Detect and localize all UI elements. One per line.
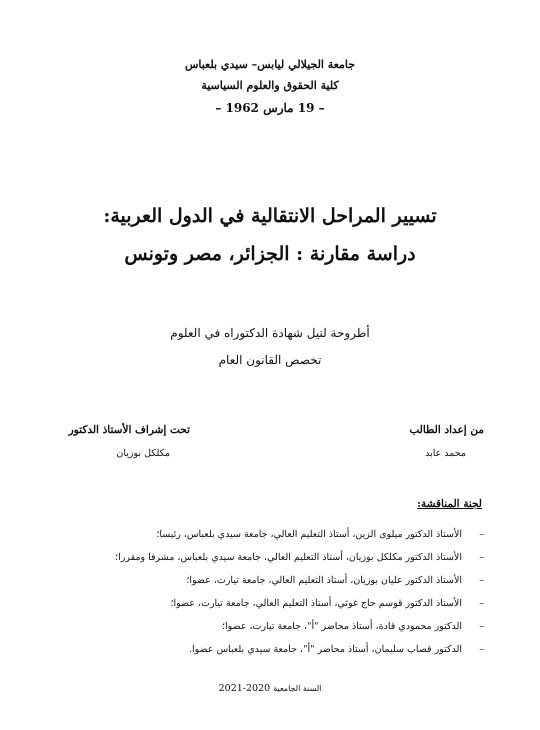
committee-member (64, 546, 484, 569)
committee-member (64, 638, 484, 661)
committee-title: لجنة المناقشة: (417, 498, 482, 510)
academic-year-value: 2020-2021 (218, 683, 271, 694)
member-text: الأستاذ الدكتور قوسم حاج غوثي، أستاذ التعليم العالي، جامعة تيارت، عضوا؛ (170, 598, 462, 609)
thesis-title-line-2: دراسة مقارنة : الجزائر، مصر وتونس (124, 243, 416, 265)
committee-member (64, 523, 484, 546)
member-text: الأستاذ الدكتور مكلكل بوزيان، أستاذ التعليم العالي، جامعة سيدي بلعباس، مشرفا ومقررا؛ (115, 552, 462, 563)
list-dash: – (479, 529, 484, 540)
thesis-title-line-1: تسيير المراحل الانتقالية في الدول العربية: (103, 205, 437, 227)
faculty-name: كلية الحقوق والعلوم السياسية (201, 79, 339, 92)
member-text: الدكتور قصاب سليمان، أستاذ محاضر "أ"، جامعة سيدي بلعباس عضوا. (188, 644, 462, 655)
list-dash: – (479, 621, 484, 632)
list-dash: – (479, 644, 484, 655)
member-text: الدكتور محمودي قادة، أستاذ محاضر "أ"، جامعة تيارت، عضوا؛ (221, 621, 462, 632)
list-dash: – (479, 575, 484, 586)
member-text: الأستاذ الدكتور ميلوى الزين، أستاذ التعليم العالي، جامعة سيدي بلعباس، رئيسا؛ (156, 529, 462, 540)
committee-member (64, 569, 484, 592)
committee-member (64, 615, 484, 638)
university-date: – 19 مارس 1962 – (215, 101, 325, 115)
prepared-by-label: من إعداد الطالب (409, 424, 484, 436)
list-dash: – (479, 598, 484, 609)
university-name: جامعة الجيلالي ليابس– سيدي بلعباس (184, 58, 356, 71)
thesis-degree: أطروحة لنيل شهادة الدكتوراه في العلوم (170, 326, 370, 340)
committee-member (64, 592, 484, 615)
supervisor-name: مكلكل بوزيان (116, 448, 170, 459)
academic-year-label: السنة الجامعية (273, 684, 322, 693)
committee-members-list (64, 523, 484, 661)
member-text: الأستاذ الدكتور عليان بوزيان، أستاذ التعليم العالي، جامعة تيارت، عضوا؛ (186, 575, 462, 586)
academic-year (0, 683, 540, 694)
student-name: محمد عابد (425, 448, 466, 459)
supervisor-label: تحت إشراف الأستاذ الدكتور (68, 424, 190, 436)
list-dash: – (479, 552, 484, 563)
thesis-specialty: تخصص القانون العام (218, 353, 322, 367)
